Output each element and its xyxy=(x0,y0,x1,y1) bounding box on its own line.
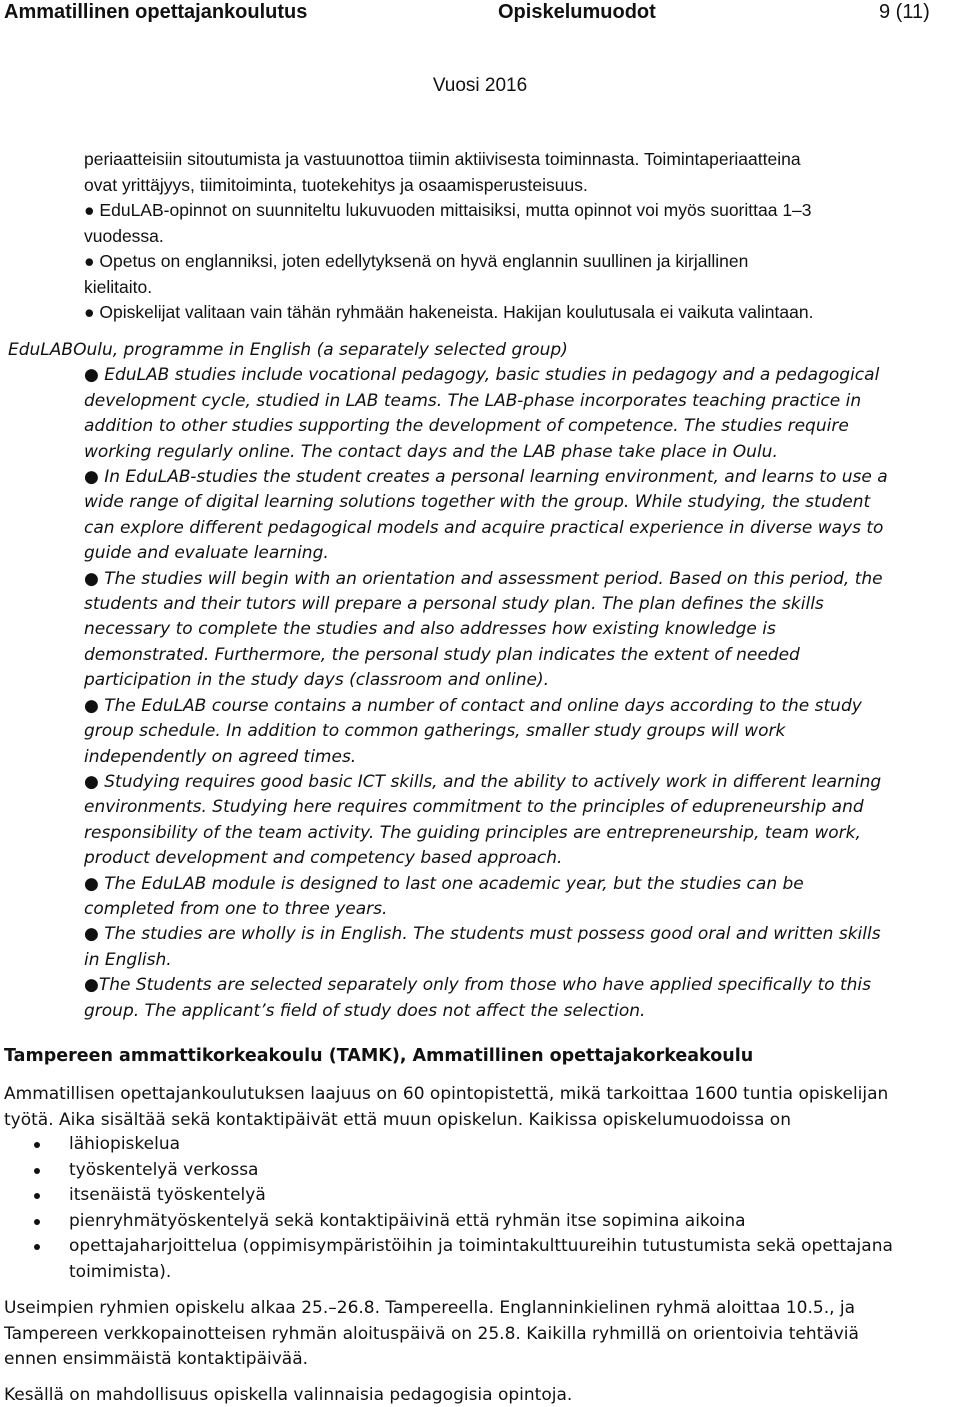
text-line: wide range of digital learning solutions together with the group. While studying, the student xyxy=(84,492,871,513)
list-item xyxy=(0,1209,958,1235)
bullet-icon xyxy=(34,1168,40,1174)
header-section: Opiskelumuodot xyxy=(498,1,656,23)
list-item-text: työskentelyä verkossa xyxy=(69,1159,259,1180)
text-line: ovat yrittäjyys, tiimitoiminta, tuotekehitys ja osaamisperusteisuus. xyxy=(84,174,588,195)
bullet-icon xyxy=(34,1193,40,1199)
bullet-icon xyxy=(34,1219,40,1225)
finnish-text-block xyxy=(84,147,954,326)
text-line: ● EduLAB studies include vocational pedagogy, basic studies in pedagogy and a pedagogical xyxy=(84,365,880,386)
text-line: in English. xyxy=(84,949,172,970)
english-text-block xyxy=(8,338,958,1024)
text-line: responsibility of the team activity. The guiding principles are entrepreneurship, team work, xyxy=(84,822,861,843)
text-line: necessary to complete the studies and also addresses how existing knowledge is xyxy=(84,619,776,640)
page-header xyxy=(0,0,960,24)
list-item xyxy=(0,1183,958,1209)
text-line: Useimpien ryhmien opiskelu alkaa 25.–26.8. Tampereella. Englanninkielinen ryhmä aloittaa 10.5., ja xyxy=(4,1298,856,1318)
text-line: ● In EduLAB-studies the student creates a personal learning environment, and learns to use a xyxy=(84,467,888,488)
text-line: Kesällä on mahdollisuus opiskella valinnaisia pedagogisia opintoja. xyxy=(4,1385,573,1405)
text-line: ● Opetus on englanniksi, joten edellytyksenä on hyvä englannin suullinen ja kirjallinen xyxy=(84,251,749,271)
text-line: environments. Studying here requires commitment to the principles of edupreneurship and xyxy=(84,797,864,818)
list-item xyxy=(0,1132,958,1158)
tamk-intro xyxy=(4,1082,958,1133)
header-title: Ammatillinen opettajankoulutus xyxy=(4,1,308,23)
text-line: addition to other studies supporting the development of competence. The studies require xyxy=(84,416,849,437)
text-line: participation in the study days (classroom and online). xyxy=(84,670,549,691)
page-number: 9 (11) xyxy=(879,1,930,23)
list-item-text: toimimista). xyxy=(69,1261,172,1282)
text-line: completed from one to three years. xyxy=(84,898,388,919)
text-line: ● EduLAB-opinnot on suunniteltu lukuvuoden mittaisiksi, mutta opinnot voi myös suorittaa 1–3 xyxy=(84,200,812,220)
text-line: working regularly online. The contact days and the LAB phase take place in Oulu. xyxy=(84,441,778,462)
tamk-section-heading: Tampereen ammattikorkeakoulu (TAMK), Ammatillinen opettajakorkeakoulu xyxy=(4,1046,754,1066)
text-line: ● Opiskelijat valitaan vain tähän ryhmään hakeneista. Hakijan koulutusala ei vaikuta valintaan. xyxy=(84,302,814,322)
text-line: kielitaito. xyxy=(84,276,153,297)
text-line: vuodessa. xyxy=(84,225,164,246)
list-item-text: opettajaharjoittelua (oppimisympäristöihin ja toimintakulttuureihin tutustumista sekä opettajana xyxy=(69,1236,893,1256)
tamk-start-info xyxy=(4,1296,958,1373)
text-line: Tampereen verkkopainotteisen ryhmän aloituspäivä on 25.8. Kaikilla ryhmillä on orientoivia tehtäviä xyxy=(4,1323,859,1344)
text-line: ennen ensimmäistä kontaktipäivää. xyxy=(4,1349,309,1369)
list-item xyxy=(0,1158,958,1184)
text-line: ● The EduLAB module is designed to last one academic year, but the studies can be xyxy=(84,873,804,894)
list-item xyxy=(0,1234,958,1285)
text-line: ● Studying requires good basic ICT skills, and the ability to actively work in different learning xyxy=(84,771,882,792)
text-line: students and their tutors will prepare a personal study plan. The plan defines the skills xyxy=(84,594,824,615)
text-line: product development and competency based approach. xyxy=(84,848,563,869)
list-item-text: itsenäistä työskentelyä xyxy=(69,1185,266,1205)
text-line: demonstrated. Furthermore, the personal study plan indicates the extent of needed xyxy=(84,644,800,665)
text-line: ● The EduLAB course contains a number of contact and online days according to the study xyxy=(84,695,862,716)
text-line: can explore different pedagogical models and acquire practical experience in diverse ways to xyxy=(84,517,884,538)
text-line: ●The Students are selected separately only from those who have applied specifically to this xyxy=(84,975,871,996)
text-line: ● The studies are wholly is in English. The students must possess good oral and written skills xyxy=(84,924,881,945)
text-line: guide and evaluate learning. xyxy=(84,543,329,564)
text-line: independently on agreed times. xyxy=(84,746,357,767)
text-line: työtä. Aika sisältää sekä kontaktipäivät että muun opiskelun. Kaikissa opiskelumuodoissa on xyxy=(4,1109,791,1130)
header-year: Vuosi 2016 xyxy=(432,75,528,96)
english-programme-title: EduLABOulu, programme in English (a separately selected group) xyxy=(8,340,568,360)
text-line: development cycle, studied in LAB teams. The LAB-phase incorporates teaching practice in xyxy=(84,390,862,411)
text-line: periaatteisiin sitoutumista ja vastuunottoa tiimin aktiivisesta toiminnasta. Toimintaperiaatteina xyxy=(84,149,801,169)
text-line: group. The applicant’s field of study does not affect the selection. xyxy=(84,1000,646,1021)
tamk-summer-info xyxy=(4,1383,958,1407)
list-item-text: pienryhmätyöskentelyä sekä kontaktipäivinä että ryhmän itse sopimina aikoina xyxy=(69,1210,746,1231)
list-item-text: lähiopiskelua xyxy=(69,1134,181,1154)
text-line: group schedule. In addition to common gatherings, smaller study groups will work xyxy=(84,721,786,742)
bullet-icon xyxy=(34,1142,40,1148)
bullet-icon xyxy=(34,1244,40,1250)
text-line: ● The studies will begin with an orientation and assessment period. Based on this period, the xyxy=(84,568,883,589)
text-line: Ammatillisen opettajankoulutuksen laajuus on 60 opintopistettä, mikä tarkoittaa 1600 tuntia opiskelijan xyxy=(4,1084,889,1104)
study-modes-list xyxy=(0,1132,958,1285)
